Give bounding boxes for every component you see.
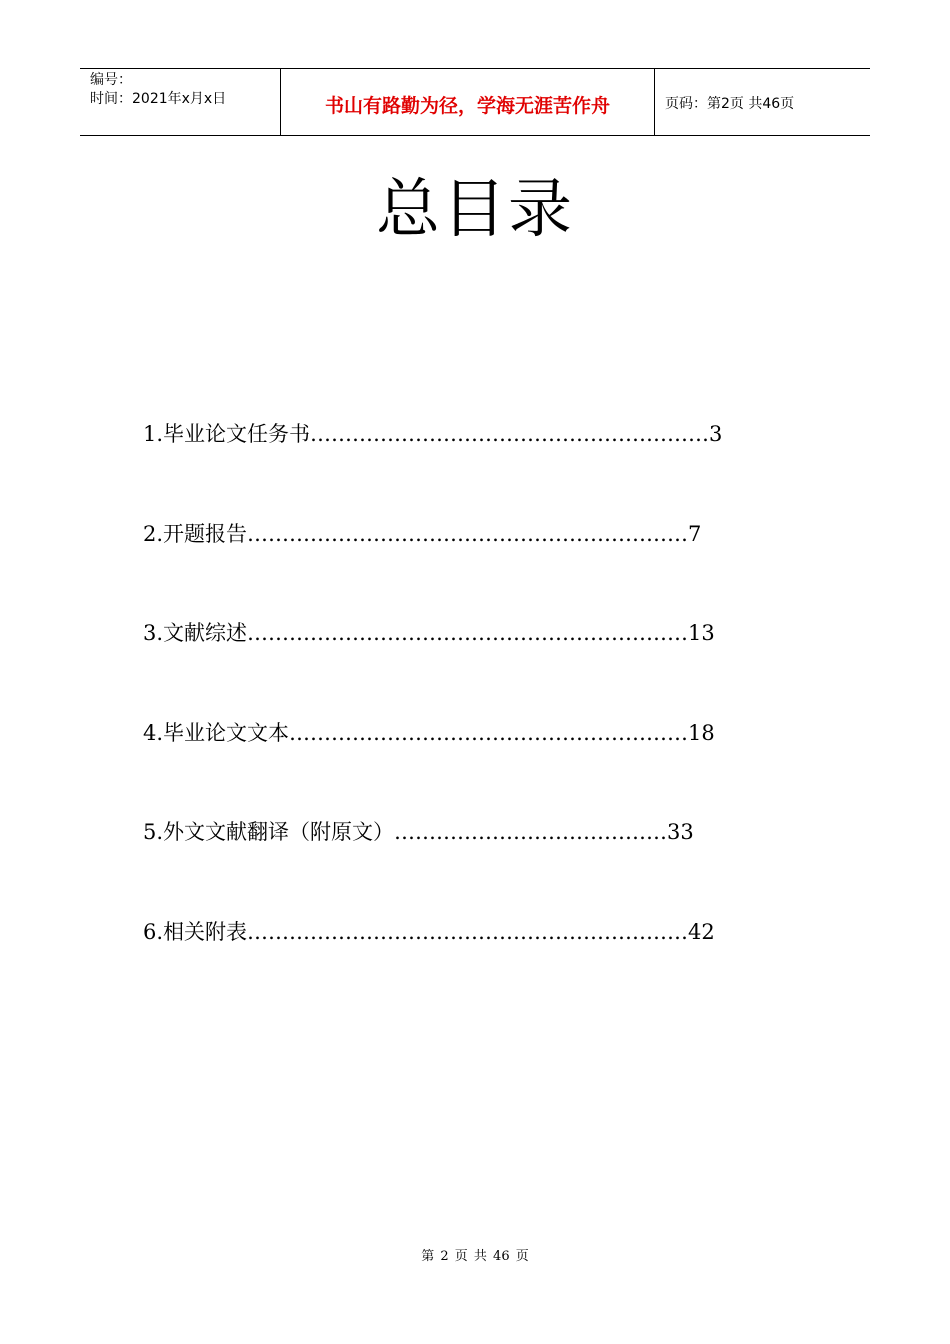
toc-page-number: 42 [688,919,715,944]
toc-item-4[interactable] [143,714,783,814]
toc-leader-dots: ……………………………………………………… [247,919,689,944]
page-header [80,68,870,136]
toc-leader-dots: ……………………………………………………… [247,621,689,646]
toc-item-3[interactable] [143,614,783,714]
toc-item-label: 1.毕业论文任务书 [143,422,311,446]
page-footer: 第 2 页 共 46 页 [421,1249,529,1264]
toc-item-1[interactable] [143,415,783,515]
toc-item-label: 3.文献综述 [143,621,248,646]
toc-item-label: 6.相关附表 [143,919,248,944]
toc-leader-dots: ………………………………………………… [289,720,689,745]
toc-page-number: 33 [667,820,694,845]
toc-leader-dots: ………………………………… [394,820,668,845]
toc-item-label: 2.开题报告 [143,521,248,546]
header-motto: 书山有路勤为径，学海无涯苦作舟 [281,69,655,135]
toc-item-label: 5.外文文献翻译（附原文） [143,820,395,845]
header-time-label: 时间：2021年x月x日 [90,91,227,107]
page-title: 总目录 [376,173,574,247]
table-of-contents [143,415,783,1013]
toc-item-5[interactable] [143,813,783,913]
toc-leader-dots: ………………………………………………… [310,422,710,446]
toc-item-6[interactable] [143,913,783,1013]
header-number-label: 编号： [90,72,132,88]
toc-page-number: 7 [688,521,702,546]
toc-item-label: 4.毕业论文文本 [143,720,290,745]
header-page-label: 页码：第2页 共46页 [665,96,795,112]
toc-page-number: 13 [688,621,715,646]
toc-page-number: 18 [688,720,715,745]
toc-item-2[interactable] [143,515,783,615]
toc-page-number: 3 [709,422,723,446]
toc-leader-dots: ……………………………………………………… [247,521,689,546]
header-meta-cell [80,69,281,135]
